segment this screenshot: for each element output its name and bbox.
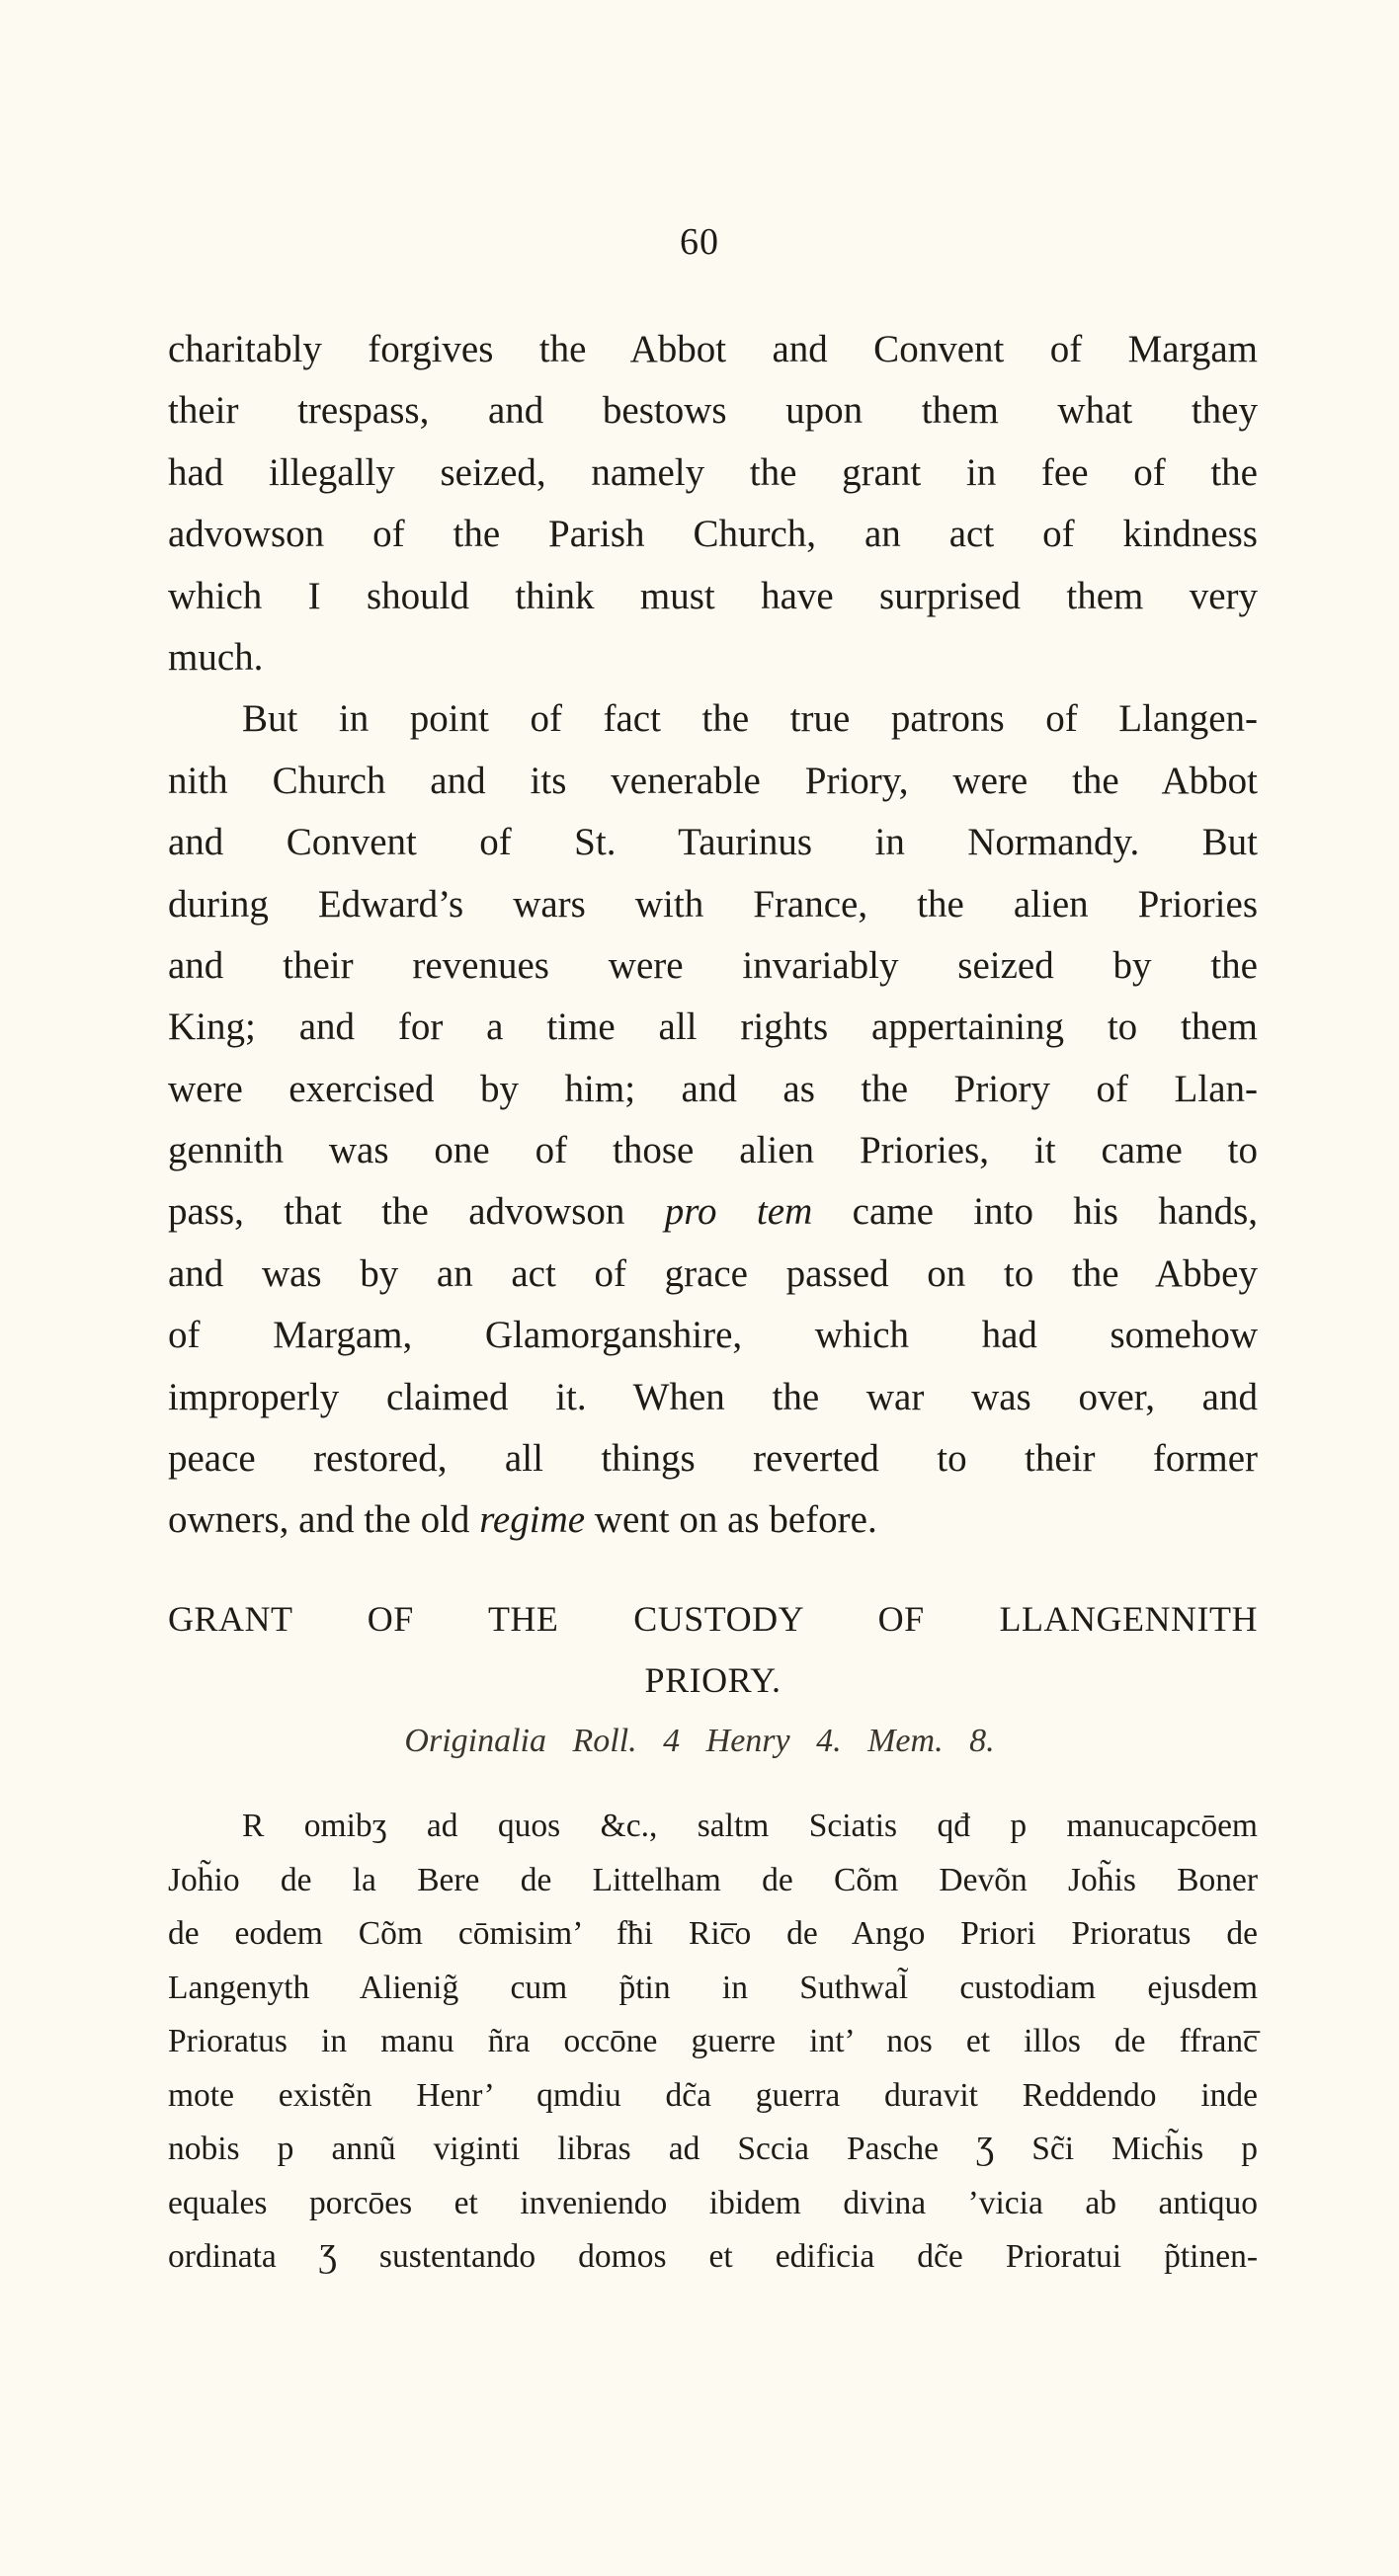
latin-line: Joh̃io de la Bere de Littelham de Cõm Devõn Joh̃is Boner — [168, 1861, 1258, 1898]
latin-transcription — [168, 1800, 1258, 2285]
text-line: were exercised by him; and as the Priory of Llan- — [168, 1067, 1258, 1110]
text-line: of Margam, Glamorganshire, which had somehow — [168, 1314, 1258, 1357]
text-segment: went on as before. — [594, 1498, 877, 1542]
text-line: much. — [168, 635, 264, 679]
heading-line: PRIORY. — [644, 1660, 782, 1700]
latin-line: mote existẽn Henr’ qmdiu dc̃a guerra duravit Reddendo inde — [168, 2076, 1258, 2114]
text-line: gennith was one of those alien Priories, it came to — [168, 1129, 1258, 1172]
text-line — [168, 1489, 1258, 1551]
heading-line: GRANT OF THE CUSTODY OF LLANGENNITH — [168, 1599, 1258, 1639]
text-line: which I should think must have surprised them very — [168, 574, 1258, 617]
source-citation: Originalia Roll. 4 Henry 4. Mem. 8. — [404, 1723, 995, 1759]
italic-phrase: regime — [479, 1498, 586, 1542]
latin-line: equales porcōes et inveniendo ibidem divina ’vicia ab antiquo — [168, 2184, 1258, 2221]
text-line: improperly claimed it. When the war was over, and — [168, 1375, 1258, 1418]
latin-line: R omibʒ ad quos &c., saltm Sciatis qđ p manucapcōem — [242, 1808, 1258, 1844]
text-line: during Edward’s wars with France, the alien Priories — [168, 882, 1258, 926]
text-line: their trespass, and bestows upon them what they — [168, 389, 1258, 433]
text-segment: pass, that the advowson — [168, 1190, 625, 1234]
text-line: nith Church and its venerable Priory, were the Abbot — [168, 759, 1258, 802]
latin-line: nobis p annũ viginti libras ad Sccia Pasche Ʒ Sc̃i Mich̃is p — [168, 2131, 1258, 2167]
text-line: But in point of fact the true patrons of Llangen- — [242, 697, 1258, 741]
text-line: and was by an act of grace passed on to the Abbey — [168, 1251, 1258, 1295]
latin-line: ordinata Ʒ sustentando domos et edificia dc̃e Prioratui p̃tinen- — [168, 2238, 1258, 2275]
text-line: advowson of the Parish Church, an act of kindness — [168, 513, 1258, 556]
text-line: had illegally seized, namely the grant in fee of the — [168, 450, 1258, 494]
section-heading — [168, 1588, 1258, 1711]
text-line: and Convent of St. Taurinus in Normandy. But — [168, 821, 1258, 864]
text-segment: came into his hands, — [852, 1190, 1259, 1234]
latin-line: Langenyth Alienig̃ cum p̃tin in Suthwal̃ custodiam ejusdem — [168, 1969, 1258, 2006]
latin-line: Prioratus in manu ñra occōne guerre int’ nos et illos de ffranc̅ — [168, 2023, 1258, 2059]
page-number: 60 — [680, 221, 719, 263]
main-text — [168, 319, 1258, 1552]
text-line: King; and for a time all rights appertaining to them — [168, 1006, 1258, 1049]
latin-line: de eodem Cõm cōmisim’ fħi Ric̅o de Ango Priori Prioratus de — [168, 1915, 1258, 1952]
italic-phrase: pro tem — [664, 1190, 813, 1234]
text-line: charitably forgives the Abbot and Convent of Margam — [168, 328, 1258, 370]
text-segment: owners, and the old — [168, 1498, 470, 1542]
text-line: peace restored, all things reverted to their former — [168, 1437, 1258, 1481]
text-line: and their revenues were invariably seized by the — [168, 943, 1258, 987]
text-line — [168, 1181, 1258, 1243]
